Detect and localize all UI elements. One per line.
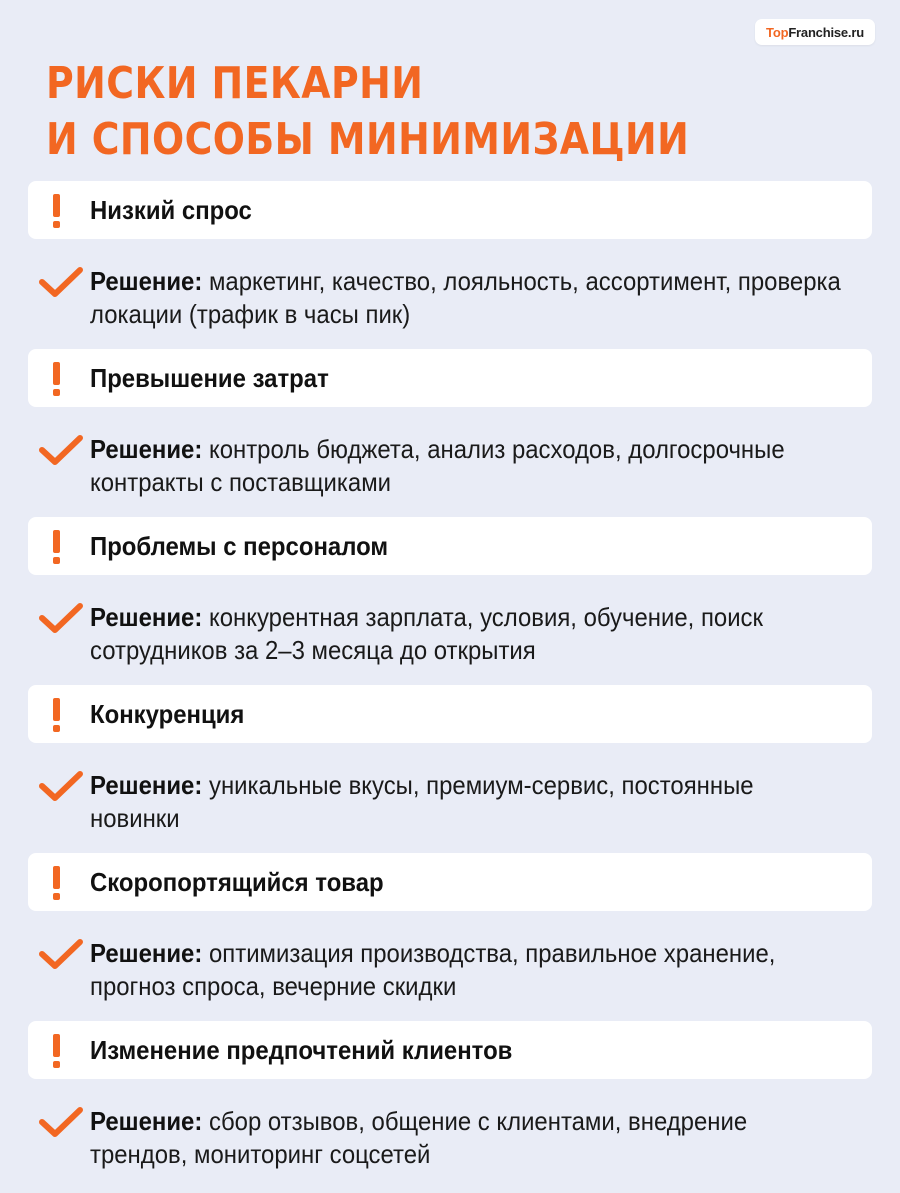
solution-body: оптимизация производства, правильное хранение, прогноз спроса, вечерние скидки (90, 938, 776, 1001)
risk-item (28, 517, 872, 685)
risk-card (28, 181, 872, 239)
exclamation-icon (53, 194, 61, 228)
logo-text-top: Top (766, 24, 789, 40)
risk-item (28, 1021, 872, 1189)
page-title (46, 56, 689, 168)
solution-body: уникальные вкусы, премиум-сервис, постоянные новинки (90, 770, 754, 833)
risk-list (28, 181, 872, 1189)
exclamation-icon (53, 866, 61, 900)
exclamation-icon (53, 362, 61, 396)
risk-title: Конкуренция (90, 699, 245, 729)
risk-card (28, 1021, 872, 1079)
risk-title: Превышение затрат (90, 363, 329, 393)
solution-label: Решение: (90, 770, 203, 800)
solution-text (90, 1105, 844, 1171)
solution-text (90, 433, 844, 499)
risk-card (28, 517, 872, 575)
checkmark-icon (38, 601, 84, 635)
risk-item (28, 349, 872, 517)
brand-logo[interactable] (755, 19, 875, 45)
solution-block (28, 265, 872, 337)
solution-body: сбор отзывов, общение с клиентами, внедрение трендов, мониторинг соцсетей (90, 1106, 748, 1169)
risk-title: Изменение предпочтений клиентов (90, 1035, 513, 1065)
solution-block (28, 1105, 872, 1177)
risk-item (28, 181, 872, 349)
solution-block (28, 769, 872, 841)
solution-text (90, 937, 844, 1003)
risk-title: Скоропортящийся товар (90, 867, 384, 897)
solution-block (28, 937, 872, 1009)
solution-body: конкурентная зарплата, условия, обучение, поиск сотрудников за 2–3 месяца до открытия (90, 602, 763, 665)
solution-label: Решение: (90, 602, 203, 632)
solution-body: контроль бюджета, анализ расходов, долгосрочные контракты с поставщиками (90, 434, 785, 497)
solution-text (90, 265, 844, 331)
solution-label: Решение: (90, 266, 203, 296)
checkmark-icon (38, 1105, 84, 1139)
exclamation-icon (53, 698, 61, 732)
risk-title: Проблемы с персоналом (90, 531, 389, 561)
solution-block (28, 601, 872, 673)
checkmark-icon (38, 937, 84, 971)
risk-card (28, 349, 872, 407)
logo-text-rest: Franchise.ru (788, 24, 864, 40)
solution-text (90, 601, 844, 667)
risk-title: Низкий спрос (90, 195, 252, 225)
solution-text (90, 769, 844, 835)
checkmark-icon (38, 265, 84, 299)
risk-card (28, 685, 872, 743)
exclamation-icon (53, 530, 61, 564)
solution-body: маркетинг, качество, лояльность, ассортимент, проверка локации (трафик в часы пик) (90, 266, 841, 329)
title-line-2: И СПОСОБЫ МИНИМИЗАЦИИ (46, 114, 690, 165)
risk-card (28, 853, 872, 911)
risk-item (28, 853, 872, 1021)
solution-block (28, 433, 872, 505)
checkmark-icon (38, 769, 84, 803)
exclamation-icon (53, 1034, 61, 1068)
risk-item (28, 685, 872, 853)
title-line-1: РИСКИ ПЕКАРНИ (46, 58, 424, 109)
solution-label: Решение: (90, 434, 203, 464)
checkmark-icon (38, 433, 84, 467)
solution-label: Решение: (90, 1106, 203, 1136)
solution-label: Решение: (90, 938, 203, 968)
